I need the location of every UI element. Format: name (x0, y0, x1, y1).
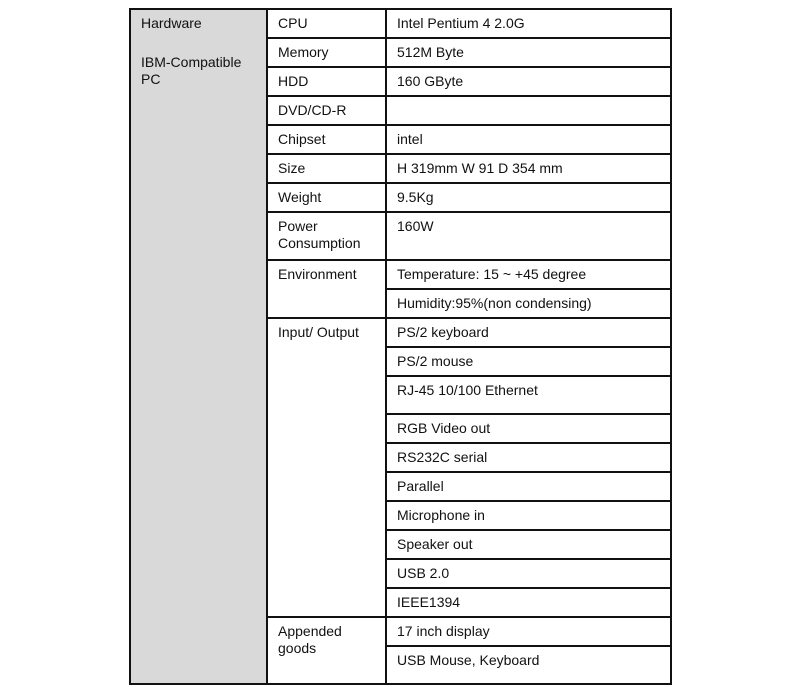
spec-value-io-item: Parallel (386, 472, 671, 501)
spec-value-io-item: PS/2 mouse (386, 347, 671, 376)
spec-value-environment-temperature: Temperature: 15 ~ +45 degree (386, 260, 671, 289)
spec-value-io-item: PS/2 keyboard (386, 318, 671, 347)
spec-value-io-item: RJ-45 10/100 Ethernet (386, 376, 671, 414)
spec-value-environment-humidity: Humidity:95%(non condensing) (386, 289, 671, 318)
spec-value-appended-item: 17 inch display (386, 617, 671, 646)
spec-label-power: Power Consumption (267, 212, 386, 260)
spec-value-dvd (386, 96, 671, 125)
spec-label-dvd: DVD/CD-R (267, 96, 386, 125)
spec-label-chipset: Chipset (267, 125, 386, 154)
category-subtitle: IBM-Compatible PC (141, 54, 242, 87)
spec-label-io: Input/ Output (267, 318, 386, 617)
spec-value-weight: 9.5Kg (386, 183, 671, 212)
spec-value-hdd: 160 GByte (386, 67, 671, 96)
spec-label-cpu: CPU (267, 9, 386, 38)
spec-label-memory: Memory (267, 38, 386, 67)
spec-label-environment: Environment (267, 260, 386, 318)
spec-value-io-item: USB 2.0 (386, 559, 671, 588)
spec-value-io-item: Speaker out (386, 530, 671, 559)
spec-value-chipset: intel (386, 125, 671, 154)
spec-value-appended-item: USB Mouse, Keyboard (386, 646, 671, 684)
spec-value-io-item: Microphone in (386, 501, 671, 530)
spec-value-io-item: RS232C serial (386, 443, 671, 472)
spec-label-weight: Weight (267, 183, 386, 212)
spec-value-io-item: RGB Video out (386, 414, 671, 443)
spec-label-size: Size (267, 154, 386, 183)
hardware-spec-table (129, 8, 672, 685)
category-title: Hardware (141, 15, 202, 31)
spec-value-power: 160W (386, 212, 671, 260)
spec-label-hdd: HDD (267, 67, 386, 96)
spec-value-io-item: IEEE1394 (386, 588, 671, 617)
spec-value-cpu: Intel Pentium 4 2.0G (386, 9, 671, 38)
spec-label-appended: Appended goods (267, 617, 386, 684)
spec-value-size: H 319mm W 91 D 354 mm (386, 154, 671, 183)
spec-value-memory: 512M Byte (386, 38, 671, 67)
category-cell (130, 9, 267, 684)
